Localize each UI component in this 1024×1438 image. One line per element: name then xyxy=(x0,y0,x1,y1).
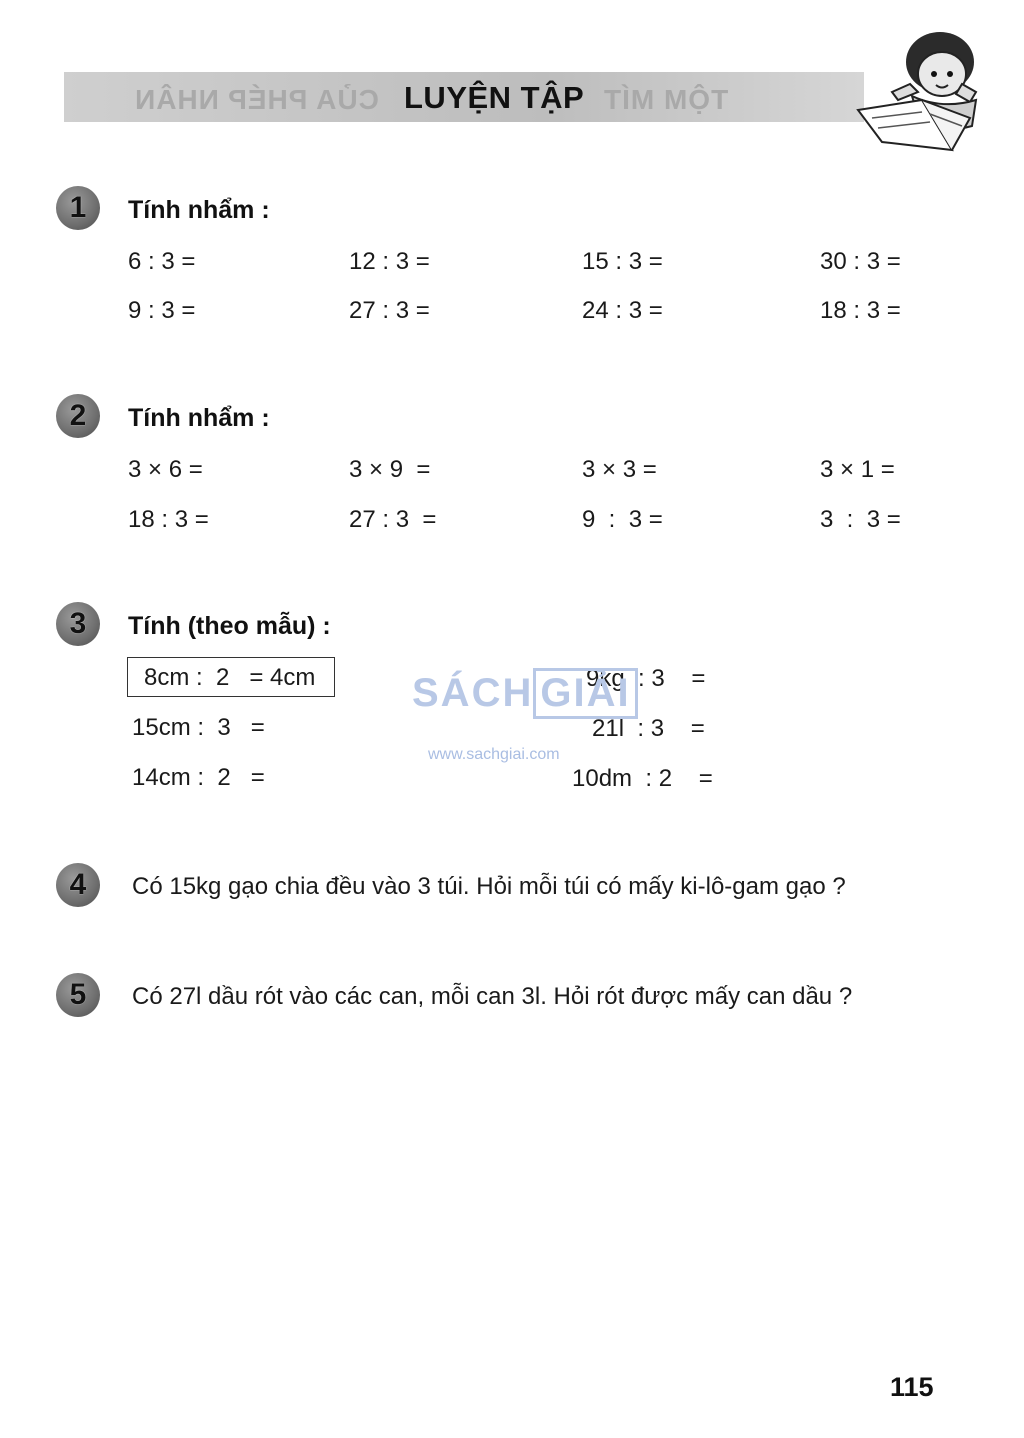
exercise-3-badge: 3 xyxy=(56,602,100,646)
exercise-5-text: Có 27l dầu rót vào các can, mỗi can 3l. Hỏi rót được mấy can dầu ? xyxy=(132,983,853,1010)
exercise-1-heading: Tính nhẩm : xyxy=(128,196,270,224)
header-banner xyxy=(64,72,864,122)
expression: 12 : 3 = xyxy=(349,248,430,275)
expression: 30 : 3 = xyxy=(820,248,901,275)
expression: 27 : 3 = xyxy=(349,506,437,533)
sample-expression: 8cm : 2 = 4cm xyxy=(144,664,316,691)
expression: 15cm : 3 = xyxy=(132,714,265,741)
expression: 21l : 3 = xyxy=(592,715,705,742)
watermark-brand-b: GIẢI xyxy=(533,668,637,719)
exercise-3-heading: Tính (theo mẫu) : xyxy=(128,612,331,640)
expression: 18 : 3 = xyxy=(128,506,209,533)
expression: 9 : 3 = xyxy=(582,506,663,533)
expression: 3 × 3 = xyxy=(582,456,657,483)
page-number: 115 xyxy=(890,1372,934,1402)
exercise-4-text: Có 15kg gạo chia đều vào 3 túi. Hỏi mỗi túi có mấy ki-lô-gam gạo ? xyxy=(132,873,846,900)
expression: 18 : 3 = xyxy=(820,297,901,324)
expression: 3 × 9 = xyxy=(349,456,431,483)
expression: 14cm : 2 = xyxy=(132,764,265,791)
exercise-2-badge: 2 xyxy=(56,394,100,438)
banner-ghost-text-right: TÌM MỘT xyxy=(604,84,730,115)
expression: 6 : 3 = xyxy=(128,248,196,275)
expression: 3 × 1 = xyxy=(820,456,895,483)
watermark-brand-a: SÁCH xyxy=(412,671,534,715)
expression: 9kg : 3 = xyxy=(586,665,706,692)
expression: 24 : 3 = xyxy=(582,297,663,324)
page-title: LUYỆN TẬP xyxy=(404,80,585,115)
expression: 27 : 3 = xyxy=(349,297,430,324)
expression: 3 : 3 = xyxy=(820,506,901,533)
expression: 10dm : 2 = xyxy=(572,765,713,792)
banner-ghost-text-left: CỦA PHÉP NHÂN xyxy=(134,84,379,115)
expression: 9 : 3 = xyxy=(128,297,196,324)
expression: 3 × 6 = xyxy=(128,456,203,483)
exercise-1-badge: 1 xyxy=(56,186,100,230)
sachgiai-watermark xyxy=(412,668,638,763)
expression: 15 : 3 = xyxy=(582,248,663,275)
exercise-2-heading: Tính nhẩm : xyxy=(128,404,270,432)
exercise-4-badge: 4 xyxy=(56,863,100,907)
exercise-5-badge: 5 xyxy=(56,973,100,1017)
reading-child-icon xyxy=(852,22,987,157)
watermark-url: www.sachgiai.com xyxy=(428,746,560,763)
